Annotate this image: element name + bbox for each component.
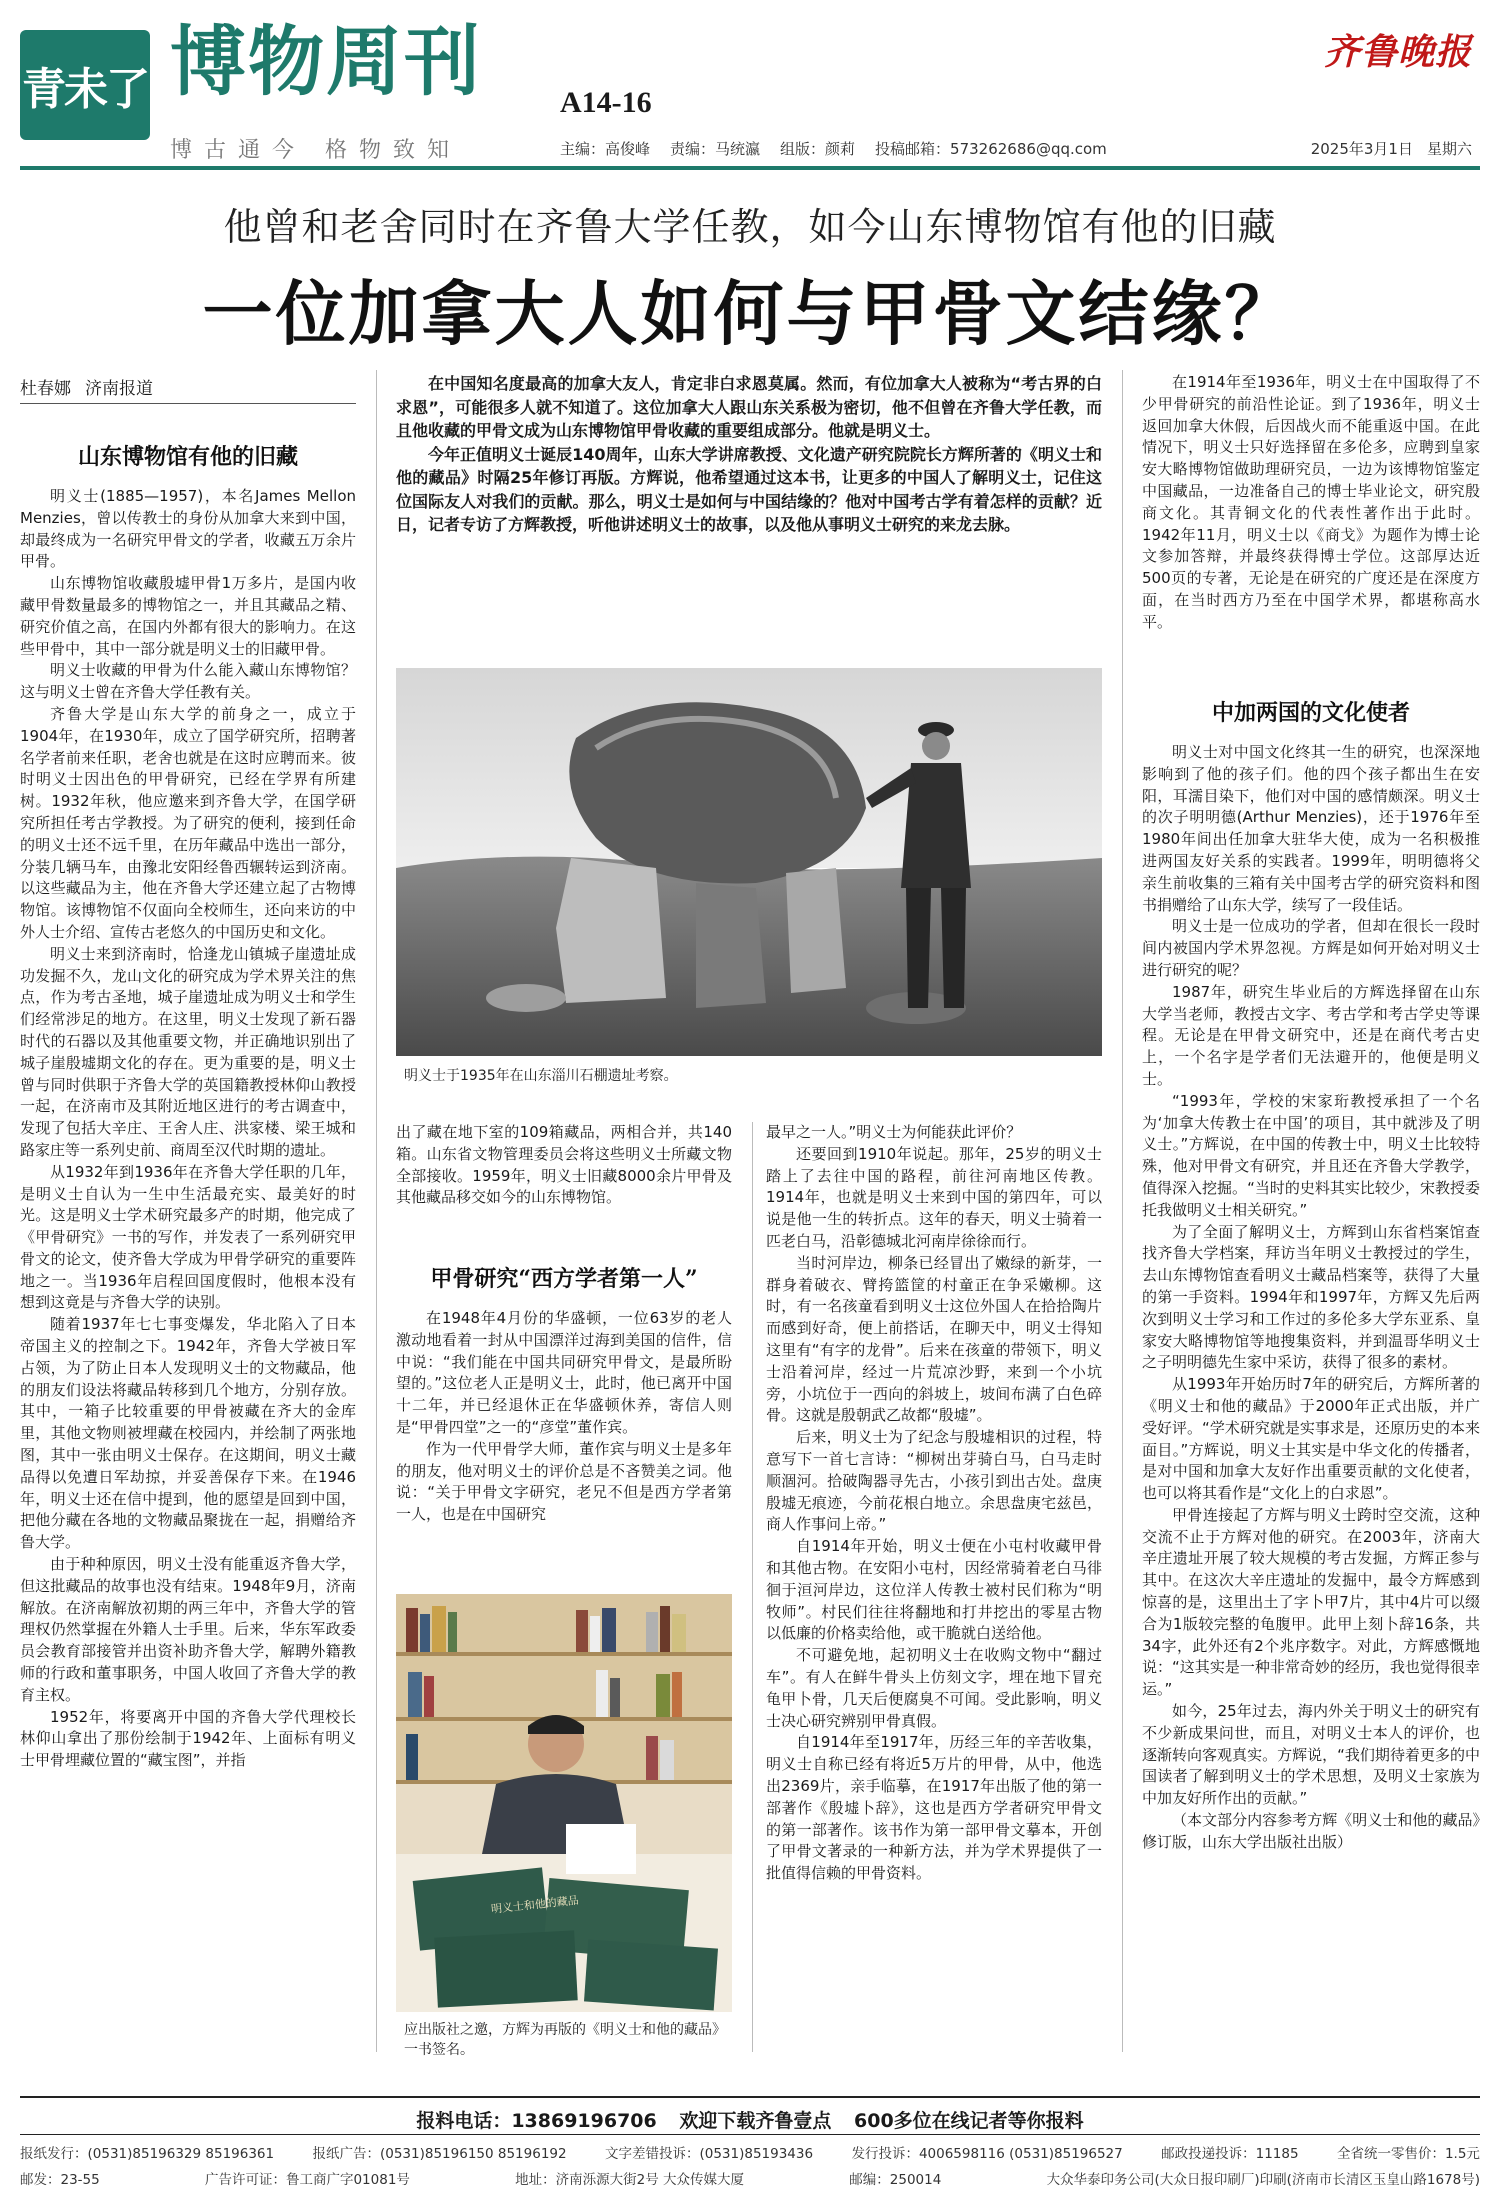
footer-rule-top: [20, 2096, 1480, 2098]
column-divider: [1122, 370, 1123, 2052]
paragraph: 从1932年到1936年在齐鲁大学任职的几年，是明义士自认为一生中生活最充实、最美好的时光。这是明义士学术研究最多产的时期，他完成了《甲骨研究》一书的写作，并发表了一系列研究甲骨文的论文，使齐鲁大学成为甲骨学研究的重要阵地之一。当1936年启程回国度假时，他根本没有想到这竟是与齐鲁大学的诀别。: [20, 1162, 356, 1312]
column-divider: [376, 370, 377, 2052]
paragraph: 明义士收藏的甲骨为什么能入藏山东博物馆？这与明义士曾在齐鲁大学任教有关。: [20, 661, 356, 702]
section-logo: 青未了: [20, 30, 150, 140]
paragraph: “1993年，学校的宋家珩教授承担了一个名为‘加拿大传教士在中国’的项目，其中就涉及了明义士。”方辉说，在中国的传教士中，明义士比较特殊，他对甲骨文有研究，并且还在齐鲁大学教学，值得深入挖掘。“当时的史料其实比较少，宋教授委托我做明义士相关研究。”: [1142, 1091, 1480, 1219]
credit-editor-in-chief: 主编：高俊峰: [560, 140, 651, 158]
paragraph: 当时河岸边，柳条已经冒出了嫩绿的新芽，一群身着破衣、臂挎篮筐的村童正在争采嫩柳。这时，有一名孩童看到明义士这位外国人在拾拾陶片而感到好奇，便上前搭话，在聊天中，明义士得知这里有“有字的龙骨”。后来在孩童的带领下，明义士沿着河岸，经过一片荒凉沙野，来到一个小坑旁，小坑位于一西向的斜坡上，坡间布满了白色碎骨。这就是殷朝武乙故都“殷墟”。: [766, 1253, 1102, 1425]
paragraph: 明义士来到济南时，恰逢龙山镇城子崖遗址成功发掘不久，龙山文化的研究成为学术界关注的焦点，作为考古圣地，城子崖遗址成为明义士和学生们经常涉足的地方。在这里，明义士发现了新石器时代的石器以及其他重要文物，并正确地识别出了城子崖殷墟期文化的存在。更为重要的是，明义士曾与同时供职于齐鲁大学的英国籍教授林仰山教授一起，在济南市及其附近地区进行的考古调查中，发现了包括大辛庄、王舍人庄、洪家楼、梁王城和路家庄等一系列史前、商周至汉代时期的遗址。: [20, 944, 356, 1159]
photo-caption-signing: 应出版社之邀，方辉为再版的《明义士和他的藏品》一书签名。: [404, 2022, 726, 2058]
footer-postal-code: 邮发：23-55: [20, 2172, 100, 2188]
book-cover-title: 明义士和他的藏品: [490, 1893, 580, 1916]
footer-contacts: [20, 2142, 1480, 2162]
subhead-museum-collection: 山东博物馆有他的旧藏: [77, 444, 298, 470]
footer-printer: 大众华泰印务公司(大众日报印刷厂)印刷(济南市长清区玉皇山路1678号): [1046, 2172, 1480, 2188]
article-column-2: [396, 1122, 732, 1242]
historic-photo-image: [396, 668, 1102, 1056]
credit-layout: 组版：颜莉: [780, 140, 856, 158]
credit-email: 投稿邮箱：573262686@qq.com: [875, 140, 1107, 158]
paragraph: 随着1937年七七事变爆发，华北陷入了日本帝国主义的控制之下。1942年，齐鲁大学被日军占领，为了防止日本人发现明义士的文物藏品，他的朋友们设法将藏品转移到几个地方，分别存放。其中，一箱子比较重要的甲骨被藏在齐大的金库里，其他文物则被埋藏在校园内，并绘制了两张地图，其中一张由明义士保存。在这期间，明义士藏品得以免遭日军劫掠，并妥善保存下来。在1946年，明义士还在信中提到，他的愿望是回到中国，把他分藏在各地的文物藏品聚拢在一起，捐赠给齐鲁大学。: [20, 1315, 356, 1552]
paragraph: 在1914年至1936年，明义士在中国取得了不少甲骨研究的前沿性论证。到了1936年，明义士返回加拿大休假，后因战火而不能重返中国。在此情况下，明义士只好选择留在多伦多，应聘到皇家安大略博物馆做助理研究员，一边为该博物馆鉴定中国藏品，一边准备自己的博士毕业论文，研究殷商文化。其青铜文化的代表性著作出于此时。1942年11月，明义士以《商戈》为题作为博士论文参加答辩，并最终获得博士学位。这部厚达近500页的专著，无论是在研究的广度还是在深度方面，在当时西方乃至在中国学术界，都堪称高水平。: [1142, 373, 1480, 631]
paragraph: 明义士对中国文化终其一生的研究，也深深地影响到了他的孩子们。他的四个孩子都出生在安阳，耳濡目染下，他们对中国的感情颇深。明义士的次子明明德(Arthur Menzies)，还于1976年至1980年间出任加拿大驻华大使，成为一名积极推进两国友好关系的实践者。1999年，明明德将父亲生前收集的三箱有关中国考古学的研究资料和图书捐赠给了山东大学，续写了一段佳话。: [1142, 743, 1480, 914]
footer-postal: 邮政投递投诉：11185: [1161, 2146, 1299, 2162]
footer-errata: 文字差错投诉：(0531)85193436: [604, 2146, 814, 2162]
section-title: 博物周刊: [170, 17, 482, 106]
paragraph: 最早之一人。”明义士为何能获此评价？: [766, 1123, 1022, 1141]
section-slogan: 博古通今 格物致知: [170, 138, 461, 163]
subhead-cultural-envoy: 中加两国的文化使者: [1211, 700, 1410, 726]
historic-photo-dolmen: [396, 668, 1102, 1056]
article-column-4b: [1142, 742, 1480, 2052]
column-divider: [752, 1122, 753, 2052]
article-lede: [396, 372, 1102, 537]
article-column-4a: [1142, 372, 1480, 678]
photo-book-signing: [396, 1594, 732, 2012]
paragraph: 作为一代甲骨学大师，董作宾与明义士是多年的朋友，他对明义士的评价总是不吝赞美之词。他说：“关于甲骨文字研究，老兄不但是西方学者第一人，也是在中国研究: [396, 1439, 732, 1524]
paragraph: 还要回到1910年说起。那年，25岁的明义士踏上了去往中国的路程，前往河南地区传教。1914年，也就是明义士来到中国的第四年，可以说是他一生的转折点。这年的春天，明义士骑着一匹老白马，沿彰德城北河南岸徐徐而行。: [766, 1144, 1102, 1250]
paragraph: 不可避免地，起初明义士在收购文物中“翻过车”。有人在鲜牛骨头上仿刻文字，埋在地下冒充龟甲卜骨，几天后便腐臭不可闻。受此影响，明义士决心研究辨别甲骨真假。: [766, 1646, 1102, 1730]
paragraph: 1952年，将要离开中国的齐鲁大学代理校长林仰山拿出了那份绘制于1942年、上面标有明义士甲骨埋藏位置的“藏宝图”，并指: [20, 1707, 356, 1770]
paragraph: 后来，明义士为了纪念与殷墟相识的过程，特意写下一首七言诗：“柳树出芽骑白马，白马走时顺涸河。拾破陶器寻先古，小孩引到出古处。盘庚殷墟无痕迹，今前花根白地立。余思盘庚宅兹邑，商人作事问上帝。”: [766, 1428, 1102, 1534]
brand-logo: 齐鲁晚报: [1323, 31, 1472, 73]
editor-credits: [560, 138, 1107, 159]
article-column-1: [20, 486, 356, 2046]
article-column-3: [766, 1122, 1102, 2052]
article-kicker: 他曾和老舍同时在齐鲁大学任教，如今山东博物馆有他的旧藏: [223, 205, 1277, 249]
paragraph: 如今，25年过去，海内外关于明义士的研究有不少新成果问世，而且，对明义士本人的评价，也逐渐转向客观真实。方辉说，“我们期待着更多的中国读者了解到明义士的学术思想，及明义士家族为中加友好所作出的贡献。”: [1142, 1702, 1480, 1808]
paragraph: 自1914年至1917年，历经三年的辛苦收集，明义士自称已经有将近5万片的甲骨，从中，他选出2369片，亲手临摹，在1917年出版了他的第一部著作《殷墟卜辞》，这也是西方学者研究甲骨文的第一部著作。该书作为第一部甲骨文摹本，开创了甲骨文著录的一种新方法，并为学术界提供了一批值得信赖的甲骨资料。: [766, 1733, 1102, 1883]
footer-address: 地址：济南泺源大街2号 大众传媒大厦: [515, 2172, 745, 2188]
paragraph: 山东博物馆收藏殷墟甲骨1万多片，是国内收藏甲骨数量最多的博物馆之一，并且其藏品之精、研究价值之高，在国内外都有很大的影响力。在这些甲骨中，其中一部分就是明义士的旧藏甲骨。: [20, 574, 356, 658]
footer-distribution: 报纸发行：(0531)85196329 85196361: [20, 2146, 275, 2162]
hotline-phone: 报料电话：13869196706: [416, 2110, 657, 2132]
paragraph: 出了藏在地下室的109箱藏品，两相合并，共140箱。山东省文物管理委员会将这些明义士所藏文物全部接收。1959年，明义士旧藏8000余片甲骨及其他藏品移交如今的山东博物馆。: [396, 1123, 732, 1207]
paragraph: 自1914年开始，明义士便在小屯村收藏甲骨和其他古物。在安阳小屯村，因经常骑着老白马徘徊于洹河岸边，这位洋人传教士被村民们称为“明牧师”。村民们往往将翻地和打井挖出的零星古物以低廉的价格卖给他，或干脆就白送给他。: [766, 1537, 1102, 1643]
article-column-2b: [396, 1308, 732, 1574]
footer-zipcode: 邮编：250014: [849, 2172, 942, 2188]
hotline-app-text: 欢迎下载齐鲁壹点: [679, 2110, 832, 2132]
paragraph: 1987年，研究生毕业后的方辉选择留在山东大学当老师，教授古文字、考古学和考古学史等课程。无论是在甲骨文研究中，还是在商代考古史上，一个名字是学者们无法避开的，他便是明义士。: [1142, 982, 1480, 1088]
subhead-oracle-bone-research: 甲骨研究“西方学者第一人”: [430, 1266, 698, 1292]
byline-author: 杜春娜: [20, 379, 71, 399]
footer-price: 全省统一零售价：1.5元: [1336, 2146, 1480, 2162]
paragraph: 由于种种原因，明义士没有能重返齐鲁大学，但这批藏品的故事也没有结束。1948年9月，济南解放。在济南解放初期的两三年中，齐鲁大学的管理权仍然掌握在外籍人士手里。后来，华东军政委员会教育部接管并出资补助齐鲁大学，解聘外籍教师的行政和董事职务，中国人收回了齐鲁大学的教育主权。: [20, 1555, 356, 1704]
footer-rule-mid: [20, 2134, 1480, 2135]
paragraph: 甲骨连接起了方辉与明义士跨时空交流，这种交流不止于方辉对他的研究。在2003年，济南大辛庄遗址开展了较大规模的考古发掘，方辉正参与其中。在这次大辛庄遗址的发掘中，最令方辉感到惊喜的是，这里出土了字卜甲7片，其中4片可以缀合为1版较完整的龟腹甲。此甲上刻卜辞16条，共34字，此外还有2个兆序数字。对此，方辉感慨地说：“这其实是一种非常奇妙的经历，我也觉得很幸运。”: [1142, 1505, 1480, 1699]
paragraph: 在1948年4月份的华盛顿，一位63岁的老人激动地看着一封从中国漂洋过海到美国的信件，信中说：“我们能在中国共同研究甲骨文，是最所盼望的。”这位老人正是明义士，此时，他已离开中国十二年，并已经退休正在华盛顿休养，寄信人则是“甲骨四堂”之一的“彦堂”董作宾。: [396, 1309, 732, 1436]
photo-caption-dolmen: 明义士于1935年在山东淄川石棚遗址考察。: [404, 1068, 678, 1084]
dateline: [1311, 138, 1472, 159]
lede-paragraph: 在中国知名度最高的加拿大友人，肯定非白求恩莫属。然而，有位加拿大人被称为“考古界的白求恩”，可能很多人就不知道了。这位加拿大人跟山东关系极为密切，他不但曾在齐鲁大学任教，而且他收藏的甲骨文成为山东博物馆甲骨收藏的重要组成部分。他就是明义士。: [396, 374, 1102, 440]
source-note: （本文部分内容参考方辉《明义士和他的藏品》修订版，山东大学出版社出版）: [1142, 1811, 1480, 1851]
footer-complaints: 发行投诉：4006598116 (0531)85196527: [851, 2146, 1123, 2162]
paragraph: 明义士是一位成功的学者，但却在很长一段时间内被国内学术界忽视。方辉是如何开始对明义士进行研究的呢？: [1142, 917, 1480, 979]
photo-book-signing-image: [396, 1594, 732, 2012]
footer-publisher-info: [20, 2168, 1480, 2188]
issue-weekday: 星期六: [1426, 140, 1472, 158]
article-headline: 一位加拿大人如何与甲骨文结缘？: [202, 272, 1298, 355]
paragraph: 明义士(1885—1957)，本名James Mellon Menzies，曾以传教士的身份从加拿大来到中国，却最终成为一名研究甲骨文的学者，收藏五万余片甲骨。: [20, 487, 356, 571]
byline: [20, 374, 356, 404]
news-hotline: [0, 2106, 1500, 2133]
page-code: A14-16: [560, 86, 652, 119]
issue-date: 2025年3月1日: [1310, 140, 1413, 158]
credit-editor: 责编：马统瀛: [670, 140, 761, 158]
hotline-reporters-text: 600多位在线记者等你报料: [854, 2110, 1084, 2132]
lede-paragraph: 今年正值明义士诞辰140周年，山东大学讲席教授、文化遗产研究院院长方辉所著的《明义士和他的藏品》时隔25年修订再版。方辉说，他希望通过这本书，让更多的中国人了解明义士，记住这位国际友人对我们的贡献。那么，明义士是如何与中国结缘的？他对中国考古学有着怎样的贡献？近日，记者专访了方辉教授，听他讲述明义士的故事，以及他从事明义士研究的来龙去脉。: [396, 444, 1102, 534]
footer-ads: 报纸广告：(0531)85196150 85196192: [312, 2146, 567, 2162]
paragraph: 齐鲁大学是山东大学的前身之一，成立于1904年，在1930年，成立了国学研究所，招聘著名学者前来任职，老舍也就是在这时应聘而来。彼时明义士因出色的甲骨研究，已经在学界有所建树。1932年秋，他应邀来到齐鲁大学，在国学研究所担任考古学教授。为了研究的便利，接到任命的明义士还不远千里，在历年藏品中选出一部分，分装几辆马车，由豫北安阳经鲁西辗转运到济南。以这些藏品为主，他在齐鲁大学还建立起了古物博物馆。该博物馆不仅面向全校师生，还向来访的中外人士介绍、宣传古老悠久的中国历史和文化。: [20, 704, 356, 941]
footer-ad-license: 广告许可证：鲁工商广字01081号: [204, 2172, 410, 2188]
masthead-rule: [20, 166, 1480, 170]
paragraph: 从1993年开始历时7年的研究后，方辉所著的《明义士和他的藏品》于2000年正式出版，并广受好评。“学术研究就是实事求是，还原历史的本来面目。”方辉说，明义士其实是中华文化的传播者，是对中国和加拿大友好作出重要贡献的文化使者，也可以将其看作是“文化上的白求恩”。: [1142, 1375, 1480, 1503]
paragraph: 为了全面了解明义士，方辉到山东省档案馆查找齐鲁大学档案，拜访当年明义士教授过的学生，去山东博物馆查看明义士藏品档案等，获得了大量的第一手资料。1994年和1997年，方辉又先后两次到明义士学习和工作过的多伦多大学东亚系、皇家安大略博物馆等地搜集资料，并到温哥华明义士之子明明德先生家中采访，获得了很多的素材。: [1142, 1222, 1480, 1372]
byline-place: 济南报道: [85, 379, 153, 399]
